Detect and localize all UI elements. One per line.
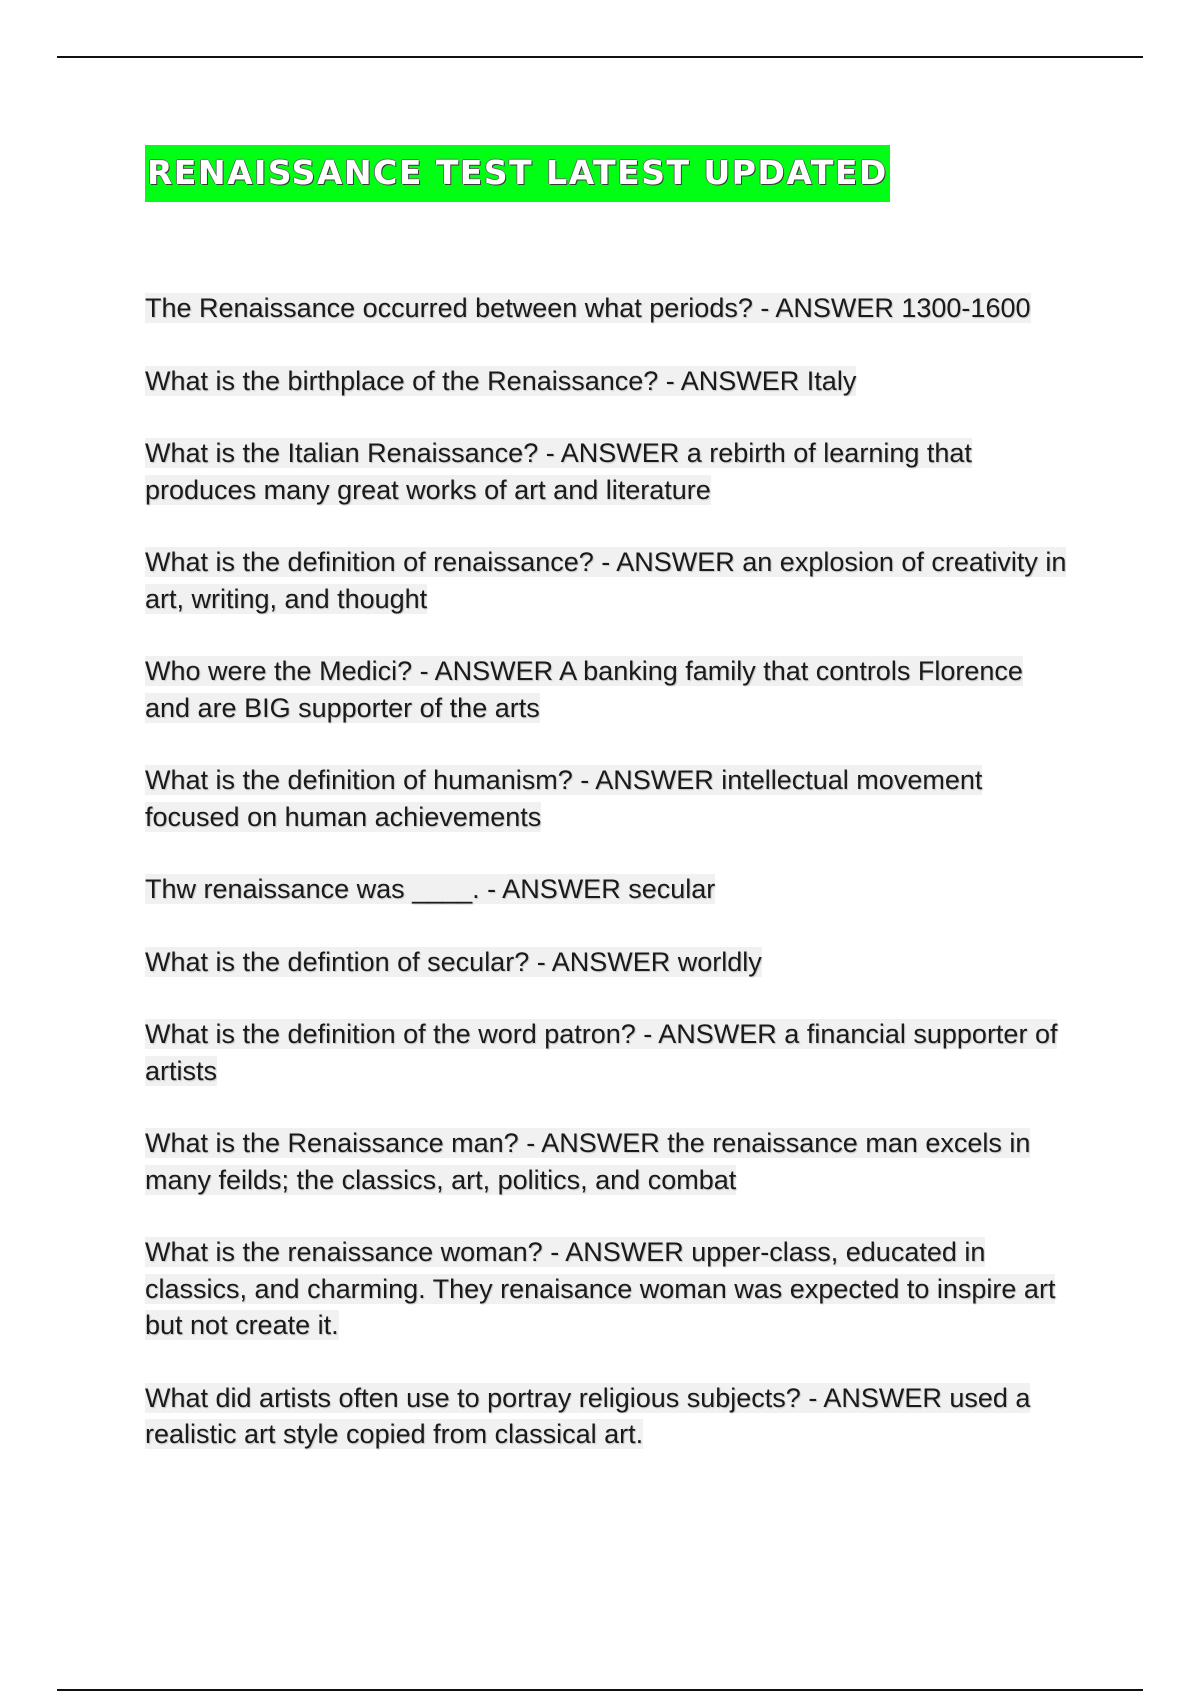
qa-text: Thw renaissance was ____. - ANSWER secular: [145, 874, 716, 904]
qa-text: What is the definition of renaissance? - ANSWER an explosion of creativity in art, writing, and thought: [145, 547, 1067, 614]
qa-text: What is the definition of the word patron? - ANSWER a financial supporter of artists: [145, 1019, 1058, 1086]
qa-text: What is the Renaissance man? - ANSWER the renaissance man excels in many feilds; the classics, art, politics, and combat: [145, 1128, 1031, 1195]
qa-text: The Renaissance occurred between what periods? - ANSWER 1300-1600: [145, 293, 1031, 323]
qa-item: [145, 544, 1075, 617]
qa-item: [145, 762, 1075, 835]
qa-text: What is the birthplace of the Renaissance? - ANSWER Italy: [145, 365, 857, 396]
footer-rule: [57, 1689, 1143, 1691]
qa-item: [145, 944, 1075, 981]
qa-text: Who were the Medici? - ANSWER A banking family that controls Florence and are BIG supporter of the arts: [145, 656, 1023, 723]
qa-item: [145, 435, 1075, 508]
qa-list: [145, 290, 1075, 1489]
qa-text: What is the renaissance woman? - ANSWER upper-class, educated in classics, and charming. They renaisance woman was expected to inspire art but not create it.: [145, 1237, 1056, 1340]
qa-text: What did artists often use to portray religious subjects? - ANSWER used a realistic art style copied from classical art.: [145, 1382, 1031, 1449]
qa-item: [145, 871, 1075, 908]
qa-item: [145, 1234, 1075, 1344]
qa-item: [145, 653, 1075, 726]
document-title: RENAISSANCE TEST LATEST UPDATED: [145, 145, 890, 202]
qa-item: [145, 290, 1075, 327]
qa-item: [145, 1016, 1075, 1089]
qa-text: What is the Italian Renaissance? - ANSWER a rebirth of learning that produces many great works of art and literature: [145, 438, 972, 505]
title-block: [145, 145, 890, 202]
qa-text: What is the definition of humanism? - ANSWER intellectual movement focused on human achievements: [145, 765, 983, 832]
qa-item: [145, 1380, 1075, 1453]
header-rule: [57, 56, 1143, 58]
qa-text: What is the defintion of secular? - ANSWER worldly: [145, 946, 762, 977]
qa-item: [145, 363, 1075, 400]
qa-item: [145, 1125, 1075, 1198]
